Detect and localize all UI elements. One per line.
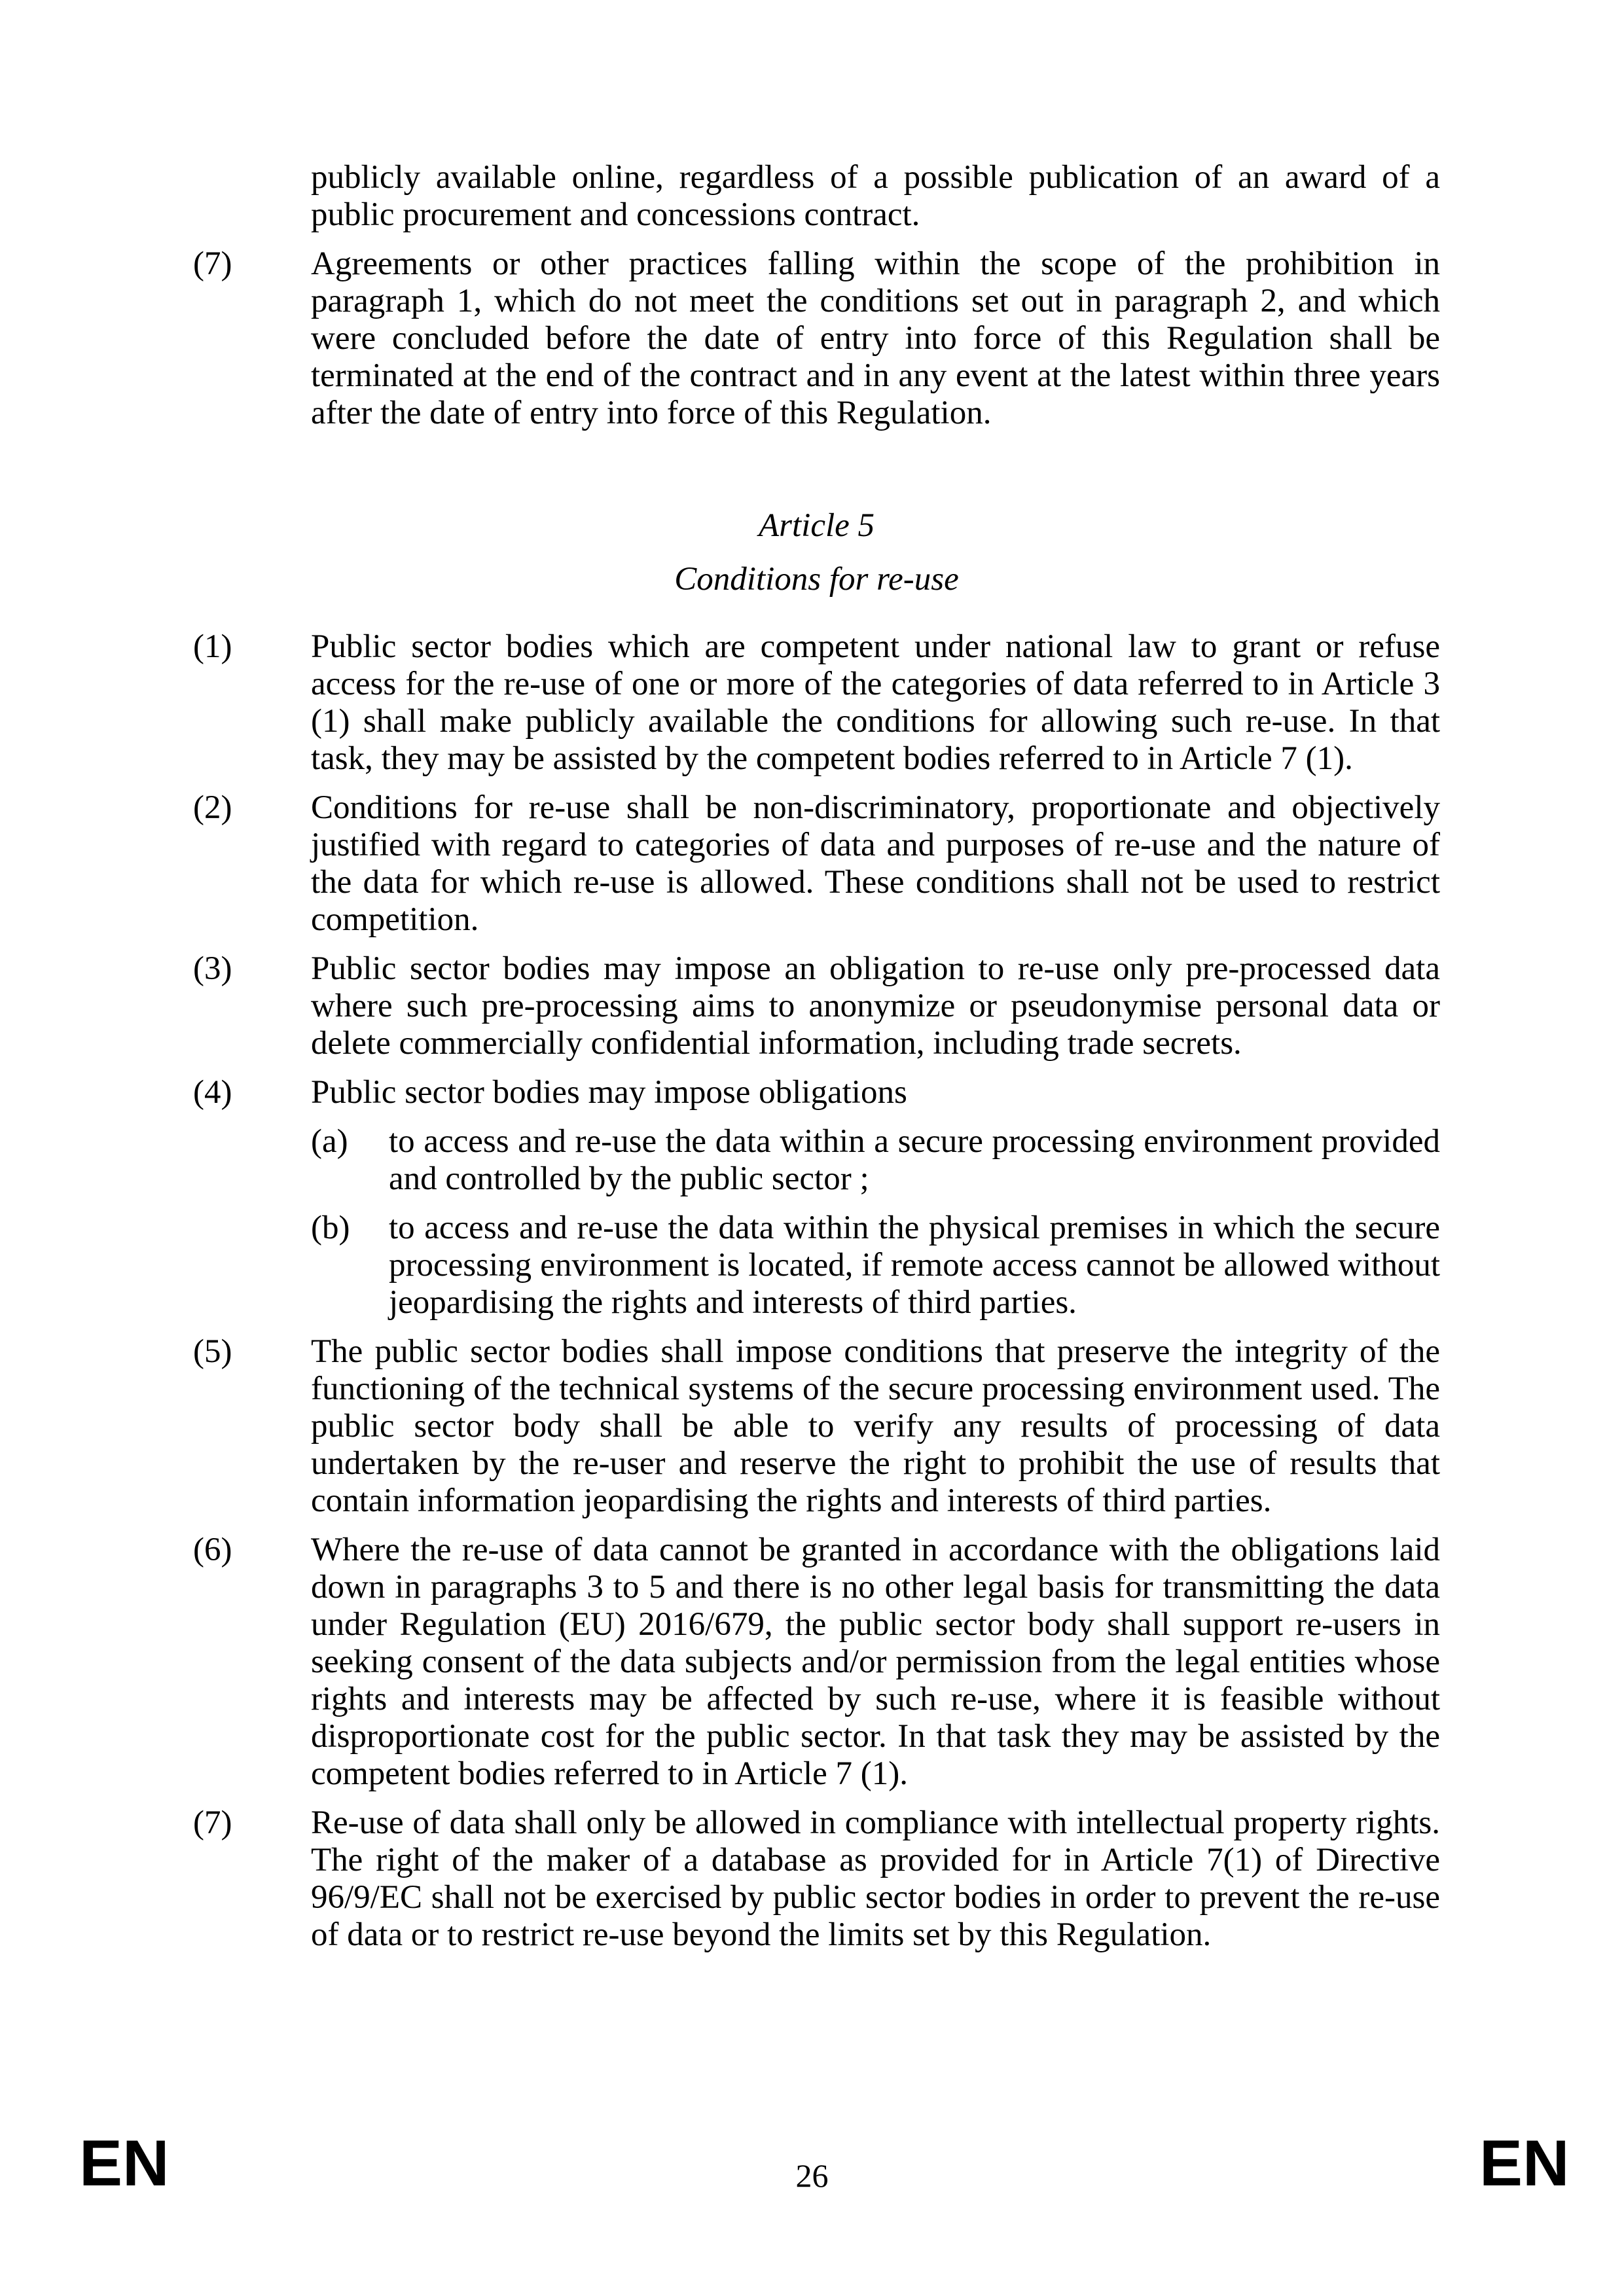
paragraph-subitem [311, 1210, 1440, 1321]
paragraph-body [311, 1074, 1440, 1321]
paragraph-text: Re-use of data shall only be allowed in compliance with intellectual property rights. The right of the maker of a database as provided for in Article 7(1) of Directive 96/9/EC shall not be exercised by public sector bodies in order to prevent the re-use of data or to restrict re-use beyond the limits set by this Regulation. [311, 1804, 1440, 1953]
numbered-paragraph [193, 950, 1440, 1062]
numbered-paragraph [193, 245, 1440, 432]
numbered-paragraph [193, 1074, 1440, 1321]
page-number: 26 [795, 2157, 829, 2194]
paragraph-number: (3) [193, 950, 232, 987]
document-body [0, 159, 1624, 1954]
paragraph-body [311, 789, 1440, 939]
paragraph-number: (4) [193, 1074, 232, 1111]
article-heading [193, 507, 1440, 598]
paragraph-text: Conditions for re-use shall be non-discriminatory, proportionate and objectively justified with regard to categories of data and purposes of re-use and the nature of the data for which re-use is allowed. These conditions shall not be used to restrict competition. [311, 789, 1440, 938]
paragraph-subitem [311, 1123, 1440, 1198]
paragraph-body [311, 628, 1440, 778]
paragraph-number: (7) [193, 245, 232, 282]
numbered-paragraph [193, 789, 1440, 939]
numbered-paragraph [193, 159, 1440, 234]
paragraph-body [311, 1804, 1440, 1954]
paragraph-body [311, 159, 1440, 234]
paragraph-text: Public sector bodies may impose an obligation to re-use only pre-processed data where such pre-processing aims to anonymize or pseudonymise personal data or delete commercially confidential information, including trade secrets. [311, 950, 1440, 1062]
paragraph-number: (6) [193, 1532, 232, 1568]
paragraph-number: (2) [193, 789, 232, 826]
paragraph-text: Public sector bodies which are competent under national law to grant or refuse access for the re-use of one or more of the categories of data referred to in Article 3 (1) shall make publicly available the conditions for allowing such re-use. In that task, they may be assisted by the competent bodies referred to in Article 7 (1). [311, 628, 1440, 777]
paragraph-number: (1) [193, 628, 232, 665]
numbered-paragraph [193, 1532, 1440, 1793]
paragraph-body [311, 1333, 1440, 1520]
paragraph-number [193, 159, 311, 234]
paragraph-text: Agreements or other practices falling within the scope of the prohibition in paragraph 1, which do not meet the conditions set out in paragraph 2, and which were concluded before the date of entry into force of this Regulation shall be terminated at the end of the contract and in any event at the latest within three years after the date of entry into force of this Regulation. [311, 245, 1440, 431]
footer-language-code-left: EN [79, 2126, 170, 2199]
paragraph-number: (7) [193, 1804, 232, 1841]
subitem-text: to access and re-use the data within a secure processing environment provided and controlled by the public sector ; [389, 1123, 1440, 1197]
subitem-text: to access and re-use the data within the physical premises in which the secure processing environment is located, if remote access cannot be allowed without jeopardising the rights and interests of third parties. [389, 1210, 1440, 1321]
numbered-paragraph [193, 628, 1440, 778]
footer-language-code-right: EN [1479, 2126, 1570, 2199]
numbered-paragraph [193, 1333, 1440, 1520]
paragraph-number: (5) [193, 1333, 232, 1370]
paragraph-text: The public sector bodies shall impose conditions that preserve the integrity of the functioning of the technical systems of the secure processing environment used. The public sector body shall be able to verify any results of processing of data undertaken by the re-user and reserve the right to prohibit the use of results that contain information jeopardising the rights and interests of third parties. [311, 1333, 1440, 1519]
paragraph-body [311, 1532, 1440, 1793]
paragraph-text: Public sector bodies may impose obligations [311, 1074, 907, 1111]
article-title-heading: Conditions for re-use [674, 561, 959, 598]
paragraph-text: publicly available online, regardless of a possible publication of an award of a public procurement and concessions contract. [311, 159, 1440, 233]
article-number-heading: Article 5 [758, 507, 875, 544]
paragraph-body [311, 950, 1440, 1062]
numbered-paragraph [193, 1804, 1440, 1954]
paragraph-body [311, 245, 1440, 432]
subitem-label: (b) [311, 1210, 350, 1246]
subitem-label: (a) [311, 1123, 348, 1160]
paragraph-text: Where the re-use of data cannot be granted in accordance with the obligations laid down in paragraphs 3 to 5 and there is no other legal basis for transmitting the data under Regulation (EU) 2016/679, the public sector body shall support re-users in seeking consent of the data subjects and/or permission from the legal entities whose rights and interests may be affected by such re-use, where it is feasible without disproportionate cost for the public sector. In that task they may be assisted by the competent bodies referred to in Article 7 (1). [311, 1532, 1440, 1792]
